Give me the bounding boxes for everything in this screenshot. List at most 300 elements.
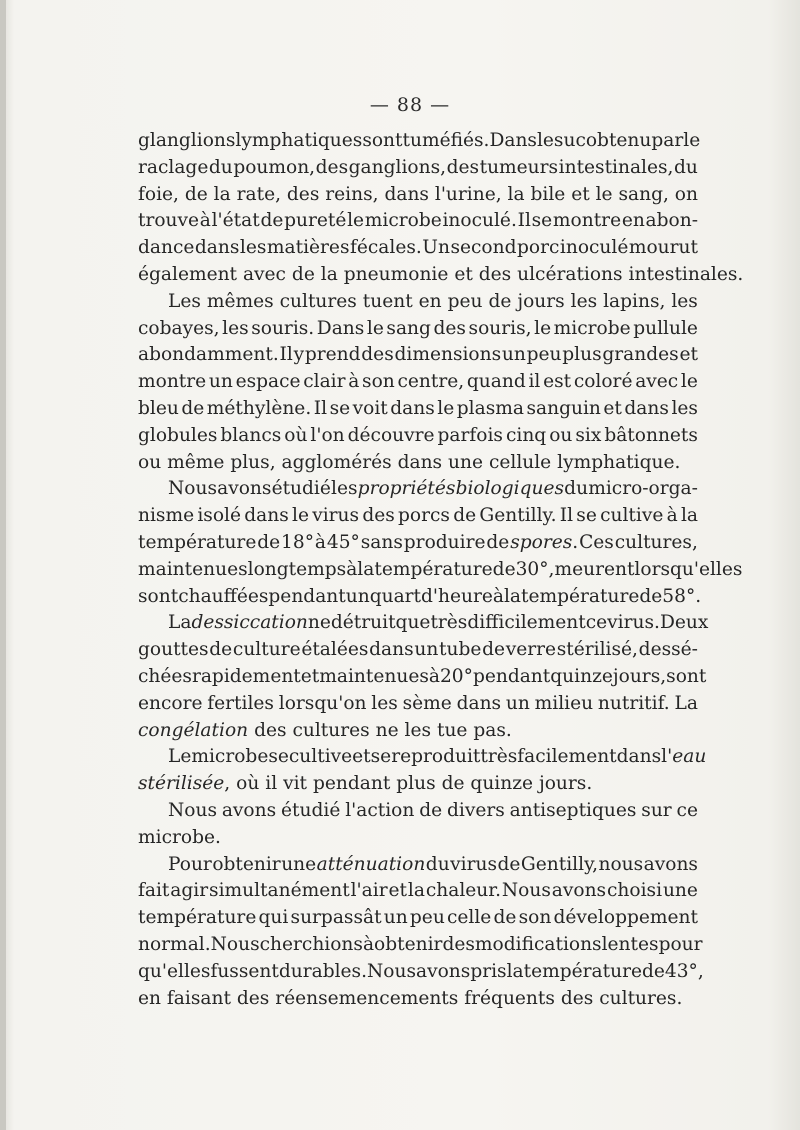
word: dans [384, 183, 429, 205]
word: mêmes [206, 290, 274, 312]
word: espace [235, 371, 301, 393]
word: la [357, 558, 375, 580]
word: dans [244, 505, 289, 527]
word: raclage [138, 156, 209, 178]
word: à [346, 558, 358, 580]
text-line [138, 664, 707, 691]
word: détruit [330, 612, 396, 634]
word: dans [194, 237, 240, 259]
word: des [433, 317, 466, 339]
word: sur [641, 799, 672, 821]
word: Il [313, 397, 328, 419]
word: des [442, 933, 475, 955]
word: lorsqu'elles [634, 558, 743, 580]
word: porc [516, 237, 560, 259]
text-line [138, 825, 698, 852]
word: lentes [601, 933, 659, 955]
word: température [138, 907, 257, 929]
word: stérilisé, [556, 639, 638, 661]
word: de [260, 210, 284, 232]
word: la [507, 183, 525, 205]
word: lymphatiques [235, 130, 363, 151]
word: quart [369, 585, 422, 607]
word: et [571, 183, 590, 205]
word: Gentilly. [479, 505, 557, 527]
word: maintenues [319, 665, 429, 687]
word: bile [530, 183, 566, 205]
word: cultures [292, 719, 370, 741]
italic-word: atténuation [316, 853, 426, 875]
word: maintenues [138, 558, 248, 580]
word: Il [279, 344, 293, 366]
word: fécales. [349, 237, 422, 259]
word: obtenu [585, 130, 652, 151]
text-line [138, 932, 703, 959]
text-line [138, 155, 698, 182]
word: 30°, [515, 558, 555, 580]
word: également [138, 263, 238, 285]
word: quinze [470, 773, 534, 795]
word: celle [446, 907, 492, 929]
text-line [138, 423, 698, 450]
word: encore [138, 692, 203, 714]
word: rate, [236, 183, 281, 205]
word: antiseptiques [509, 799, 637, 821]
text-line [138, 905, 698, 932]
word: du [564, 478, 589, 500]
word: l'action [345, 799, 415, 821]
word: de [184, 183, 208, 205]
word: reins, [325, 183, 379, 205]
word: son [518, 907, 552, 929]
text-line [138, 637, 698, 664]
word: meurent [554, 558, 635, 580]
word: dans [616, 746, 662, 768]
word: un [414, 639, 439, 661]
word: de [492, 558, 516, 580]
word: grandes [602, 344, 679, 366]
word: virus [450, 853, 498, 875]
word: microbe [553, 317, 631, 339]
word: par [651, 130, 684, 151]
word: obtenir [374, 933, 443, 955]
word: second [450, 237, 517, 259]
word: normal. [138, 933, 211, 955]
word: la [407, 880, 425, 902]
word: microbe. [138, 826, 221, 848]
word: agglomérés [281, 451, 392, 473]
word: et [300, 665, 320, 687]
word: dans [456, 692, 502, 714]
word: abondamment. [138, 344, 279, 366]
word: vit [283, 773, 308, 795]
word: intestinales, [558, 156, 674, 178]
text-line [138, 986, 698, 1013]
word: Nous [168, 478, 217, 500]
word: longtemps [247, 558, 347, 580]
word: agir [170, 880, 209, 902]
word: de [257, 531, 281, 553]
word: de [482, 639, 506, 661]
word: pneumonie [343, 263, 449, 285]
italic-word: biologiques [455, 478, 565, 500]
word: ce [585, 612, 608, 634]
word: des [315, 156, 349, 178]
text-line [138, 557, 743, 584]
word: à [199, 210, 211, 232]
word: Nous [168, 799, 217, 821]
word: lorsqu'on [278, 692, 367, 714]
word: fait [138, 880, 170, 902]
word: ou [138, 451, 162, 473]
word: peu [447, 290, 483, 312]
word: la [506, 960, 524, 982]
italic-word: dessiccation [191, 612, 308, 634]
word: parfois [437, 424, 503, 446]
word: en [418, 290, 442, 312]
word: méthylène. [206, 397, 312, 419]
word: pendant [268, 585, 346, 607]
word: à [428, 665, 440, 687]
text-line [138, 503, 698, 530]
word: un [345, 585, 370, 607]
word: nous [598, 853, 644, 875]
word: sang, [618, 183, 669, 205]
text-line [138, 584, 702, 611]
word: intestinales. [628, 263, 744, 285]
word: se [531, 210, 553, 232]
word: ne [307, 612, 331, 634]
word: on [674, 183, 698, 205]
word: dance [138, 237, 195, 259]
text-line [138, 852, 698, 879]
word: tumeurs [479, 156, 559, 178]
word: avons [221, 799, 277, 821]
word: Nous [210, 933, 260, 955]
word: l'état [211, 210, 260, 232]
word: Nous [367, 960, 416, 982]
word: se [329, 397, 351, 419]
word: faisant [166, 987, 231, 1009]
word: à [492, 585, 504, 607]
word: fussent [210, 960, 279, 982]
text-line [138, 718, 698, 745]
word: des [446, 156, 480, 178]
word: les [671, 290, 698, 312]
text-line [138, 262, 744, 289]
word: et [388, 880, 407, 902]
word: un [208, 371, 233, 393]
word: Dans [316, 317, 365, 339]
body-text [138, 128, 744, 1012]
word: micro-orga- [588, 478, 698, 500]
word: pris [470, 960, 507, 982]
word: difficilement [467, 612, 586, 634]
word: sont [666, 665, 707, 687]
word: de [181, 397, 205, 419]
italic-word: spores [510, 531, 573, 553]
word: sont [138, 585, 179, 607]
word: pendant [312, 773, 391, 795]
word: à [314, 531, 326, 553]
word: cultures. [599, 987, 683, 1009]
word: à [362, 933, 375, 955]
word: étudié [281, 799, 341, 821]
word [317, 852, 426, 879]
word: et [603, 397, 622, 419]
word: très [430, 612, 468, 634]
word: la [680, 505, 698, 527]
word: jours [517, 290, 565, 312]
word: choisi [607, 880, 663, 902]
word: température [523, 960, 642, 982]
word: des [254, 719, 287, 741]
word: des [478, 263, 512, 285]
word: porcs [398, 505, 450, 527]
word: peu [409, 907, 445, 929]
word [456, 476, 564, 503]
word: Il [517, 210, 531, 232]
word: sang [386, 317, 431, 339]
word: qu'elles [138, 960, 211, 982]
word: les [331, 478, 358, 500]
text-line [138, 342, 698, 369]
word: y [293, 344, 305, 366]
word: centre, [397, 371, 465, 393]
word: culture [232, 639, 301, 661]
italic-word: congélation [138, 719, 249, 741]
word: cultive [600, 505, 664, 527]
word: voit [352, 397, 388, 419]
word: température [521, 585, 640, 607]
word: les [570, 290, 598, 312]
word: plus [562, 344, 602, 366]
italic-word: stérilisée [138, 773, 225, 795]
word: pullule [633, 317, 698, 339]
word: peu [526, 344, 562, 366]
word: ou [549, 424, 573, 446]
word: clair [303, 371, 346, 393]
word: des [286, 183, 320, 205]
text-line [138, 878, 698, 905]
word: rapidement [191, 665, 301, 687]
word: chées [138, 665, 192, 687]
word: verre [505, 639, 557, 661]
word: le [683, 130, 701, 151]
word: ganglions, [348, 156, 447, 178]
word: montre [138, 371, 207, 393]
word: dans [390, 397, 435, 419]
word: trouve [138, 210, 200, 232]
word: température [138, 531, 257, 553]
word: spores. [510, 531, 579, 553]
word: inoculé [559, 237, 629, 259]
word: un [383, 907, 408, 929]
word: avec [242, 263, 286, 285]
word: globules [138, 424, 218, 446]
word: dans [624, 397, 669, 419]
word: Pour [168, 853, 212, 875]
text-line [138, 289, 698, 316]
word: lymphatique. [557, 451, 681, 473]
word: simultanément [209, 880, 350, 902]
word: modifications [474, 933, 602, 955]
word: qui [258, 907, 289, 929]
word: tuent [362, 290, 413, 312]
word: les [404, 719, 432, 741]
word: de [497, 853, 521, 875]
word: Il [559, 505, 574, 527]
word [138, 718, 248, 745]
word: et [454, 263, 473, 285]
word: du [674, 156, 698, 178]
word: de [441, 773, 465, 795]
page-number: — 88 — [369, 94, 451, 116]
word: se [268, 746, 289, 768]
word: le [437, 397, 455, 419]
word: La [674, 692, 698, 714]
word: de [419, 799, 443, 821]
word: température [374, 558, 493, 580]
word: matières [266, 237, 350, 259]
text-line [138, 208, 698, 235]
word: le [595, 183, 613, 205]
word: les [371, 692, 398, 714]
text-line [138, 959, 704, 986]
word: cultures, [614, 531, 698, 553]
word: microbe [364, 210, 442, 232]
word: 20° [439, 665, 473, 687]
word: six [575, 424, 602, 446]
word: Deux [659, 612, 709, 634]
word: abon- [645, 210, 698, 232]
word: divers [446, 799, 505, 821]
text-line [138, 771, 698, 798]
word: des [560, 987, 594, 1009]
word: de [493, 907, 517, 929]
word: en [138, 987, 161, 1009]
word: le [536, 130, 554, 151]
word: la [503, 585, 522, 607]
text-line [138, 744, 707, 771]
word: étalées [301, 639, 369, 661]
word: jours, [612, 665, 667, 687]
word: reproduit [391, 746, 481, 768]
word: avons [217, 478, 272, 500]
word: l'on [310, 424, 345, 446]
text-line [138, 610, 709, 637]
word: Gentilly, [520, 853, 599, 875]
word: développement [553, 907, 698, 929]
word: tue [436, 719, 468, 741]
word: un [505, 692, 530, 714]
word: sème [402, 692, 452, 714]
word: de [291, 263, 315, 285]
word: chaleur. [425, 880, 501, 902]
word: le [680, 371, 698, 393]
text-line [138, 691, 698, 718]
word: plus, [230, 451, 276, 473]
word: avons [416, 960, 471, 982]
word: ce [676, 799, 698, 821]
word: lapins, [603, 290, 666, 312]
word: tube [439, 639, 482, 661]
word: à [666, 505, 678, 527]
word: 58°. [662, 585, 702, 607]
word: il [265, 773, 278, 795]
word: ne [375, 719, 399, 741]
text-line [138, 182, 698, 209]
word: bâtonnets [604, 424, 698, 446]
word: le [347, 210, 365, 232]
word: Un [422, 237, 450, 259]
word: se [576, 505, 597, 527]
word: sont [362, 130, 403, 151]
word: que [395, 612, 431, 634]
word: est [543, 371, 572, 393]
word: de [488, 290, 512, 312]
word: réensemencements [275, 987, 459, 1009]
word: un [501, 344, 526, 366]
word: 45° [326, 531, 360, 553]
word: et [352, 746, 371, 768]
word: étudié [271, 478, 331, 500]
word: même [167, 451, 225, 473]
word: avec [635, 371, 679, 393]
word: quand [466, 371, 526, 393]
word: l'eau [661, 746, 707, 768]
word [358, 476, 456, 503]
text-line [138, 316, 698, 343]
word: microbe [191, 746, 269, 768]
word: Les [168, 290, 201, 312]
word: une [448, 451, 484, 473]
text-line [138, 128, 701, 155]
word: plasma [456, 397, 524, 419]
word: virus [312, 505, 360, 527]
word: se [370, 746, 392, 768]
word: cultures [279, 290, 357, 312]
word: prend [304, 344, 361, 366]
word: où [236, 773, 260, 795]
word: fertiles [207, 692, 274, 714]
word: gouttes [138, 639, 209, 661]
word: des [236, 987, 270, 1009]
word: poumon, [233, 156, 316, 178]
word: d'heure [421, 585, 493, 607]
word: à [348, 371, 360, 393]
word: surpassât [290, 907, 382, 929]
word: le [292, 505, 309, 527]
word: dessé- [638, 639, 698, 661]
word: durables. [278, 960, 368, 982]
word: une [662, 880, 698, 902]
word: de [486, 531, 510, 553]
word: cinq [505, 424, 547, 446]
word: avons [643, 853, 698, 875]
word: dimensions [394, 344, 502, 366]
word: une [281, 853, 317, 875]
word: pendant [472, 665, 551, 687]
word: avons [551, 880, 607, 902]
word: foie, [138, 183, 179, 205]
word: isolé [197, 505, 241, 527]
italic-word: eau [672, 746, 707, 768]
text-line [138, 396, 698, 423]
word: sans [360, 531, 403, 553]
word: où [284, 424, 308, 446]
word: 43°, [664, 960, 704, 982]
